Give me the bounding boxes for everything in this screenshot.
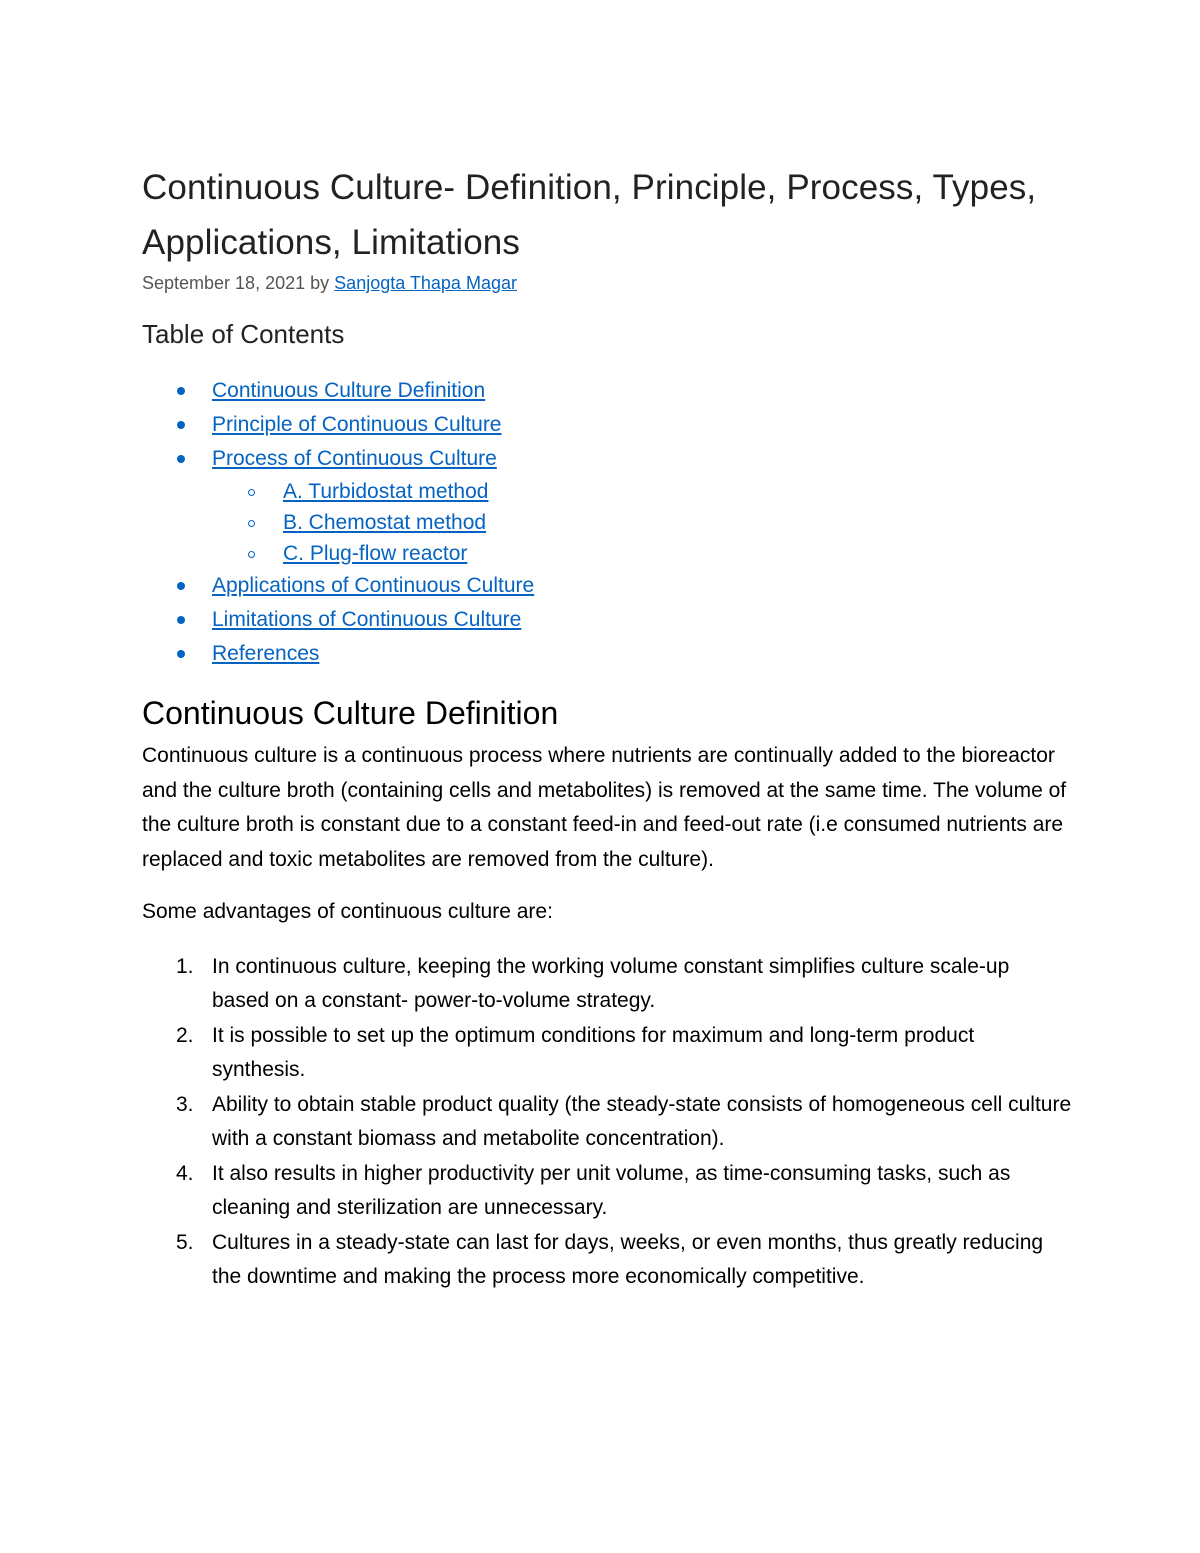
toc-link-principle[interactable]: Principle of Continuous Culture [212,413,502,436]
toc-link-plug-flow[interactable]: C. Plug-flow reactor [283,542,468,565]
bullet-icon [177,582,185,590]
article-content [142,160,1072,1295]
toc-link-applications[interactable]: Applications of Continuous Culture [212,574,535,597]
advantages-intro: Some advantages of continuous culture are: [142,900,553,923]
byline-by: by [310,273,330,293]
table-of-contents [142,374,1072,671]
toc-link-references[interactable]: References [212,642,320,665]
toc-link-process[interactable]: Process of Continuous Culture [212,447,497,470]
author-link[interactable]: Sanjogta Thapa Magar [334,273,517,293]
hollow-bullet-icon [248,520,255,527]
list-item-text: It is possible to set up the optimum conditions for maximum and long-term product synthesis. [212,1023,975,1081]
list-number: 5. [176,1230,194,1254]
list-item-text: In continuous culture, keeping the working volume constant simplifies culture scale-up based on a constant- power-to-volume strategy. [212,954,1010,1012]
section-heading: Continuous Culture Definition [142,695,559,731]
list-item [142,1088,1072,1157]
toc-sublist [212,476,1072,569]
list-item-text: It also results in higher productivity per unit volume, as time-consuming tasks, such as cleaning and sterilization are unnecessary. [212,1161,1011,1219]
toc-item-limitations [142,603,1072,637]
list-item-text: Ability to obtain stable product quality (the steady-state consists of homogeneous cell culture with a constant biomass and metabolite concentration). [212,1092,1072,1150]
list-item [142,1019,1072,1088]
toc-item-applications [142,569,1072,603]
list-item [142,1157,1072,1226]
definition-paragraph: Continuous culture is a continuous process where nutrients are continually added to the bioreactor and the culture broth (containing cells and metabolites) is removed at the same time. The volume of the culture broth is constant due to a constant feed-in and feed-out rate (i.e consumed nutrients are replaced and toxic metabolites are removed from the culture). [142,744,1067,871]
list-number: 4. [176,1161,194,1185]
toc-link-limitations[interactable]: Limitations of Continuous Culture [212,608,522,631]
toc-subitem-plug-flow [212,538,1072,569]
article-title: Continuous Culture- Definition, Principle, Process, Types, Applications, Limitations [142,168,1037,262]
toc-link-definition[interactable]: Continuous Culture Definition [212,379,486,402]
bullet-icon [177,650,185,658]
bullet-icon [177,421,185,429]
list-item [142,1226,1072,1295]
list-number: 1. [176,954,194,978]
toc-title: Table of Contents [142,319,345,349]
hollow-bullet-icon [248,551,255,558]
toc-item-references [142,637,1072,671]
toc-item-definition [142,374,1072,408]
bullet-icon [177,616,185,624]
advantages-list [142,950,1072,1295]
toc-item-principle [142,408,1072,442]
article-meta [142,270,1072,296]
toc-link-chemostat[interactable]: B. Chemostat method [283,511,487,534]
bullet-icon [177,387,185,395]
toc-link-turbidostat[interactable]: A. Turbidostat method [283,480,489,503]
toc-subitem-turbidostat [212,476,1072,507]
article-date: September 18, 2021 [142,273,306,293]
hollow-bullet-icon [248,489,255,496]
toc-item-process [142,442,1072,569]
list-item-text: Cultures in a steady-state can last for days, weeks, or even months, thus greatly reducing the downtime and making the process more economically competitive. [212,1230,1044,1288]
toc-subitem-chemostat [212,507,1072,538]
list-number: 3. [176,1092,194,1116]
list-item [142,950,1072,1019]
bullet-icon [177,455,185,463]
list-number: 2. [176,1023,194,1047]
